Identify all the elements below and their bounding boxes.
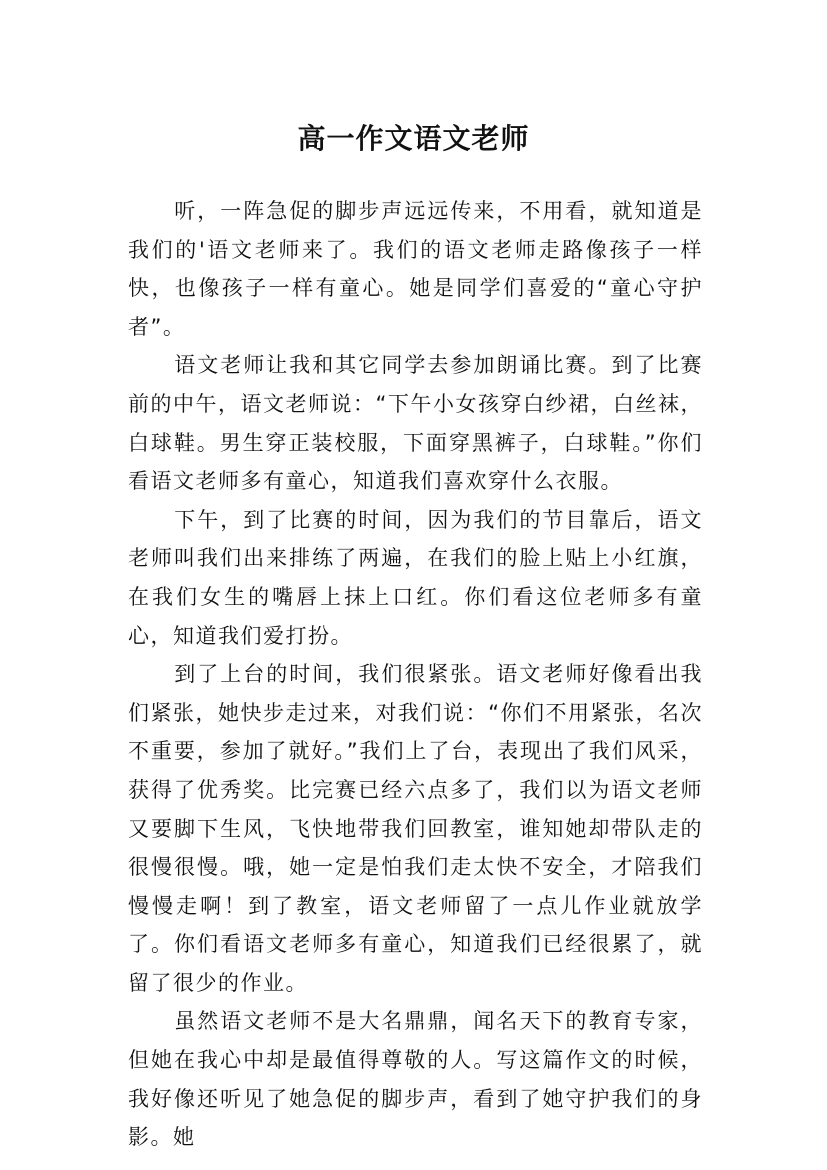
document-title: 高一作文语文老师 [297, 121, 530, 155]
paragraph: 听，一阵急促的脚步声远远传来，不用看，就知道是我们的'语文老师来了。我们的语文老师走路像孩子一样快，也像孩子一样有童心。她是同学们喜爱的“童心守护者”。 [128, 199, 703, 339]
paragraph: 到了上台的时间，我们很紧张。语文老师好像看出我们紧张，她快步走过来，对我们说：“你们不用紧张，名次不重要，参加了就好。”我们上了台，表现出了我们风采，获得了优秀奖。比完赛已经六点多了，我们以为语文老师又要脚下生风，飞快地带我们回教室，谁知她却带队走的很慢很慢。哦，她一定是怕我们走太快不安全，才陪我们慢慢走啊！到了教室，语文老师留了一点儿作业就放学了。你们看语文老师多有童心，知道我们已经很累了，就留了很少的作业。 [128, 662, 703, 995]
paragraph: 语文老师让我和其它同学去参加朗诵比赛。到了比赛前的中午，语文老师说：“下午小女孩穿白纱裙，白丝袜，白球鞋。男生穿正装校服，下面穿黑裤子，白球鞋。”你们看语文老师多有童心，知道我们喜欢穿什么衣服。 [128, 353, 703, 494]
paragraph: 虽然语文老师不是大名鼎鼎，闻名天下的教育专家，但她在我心中却是最值得尊敬的人。写这篇作文的时候，我好像还听见了她急促的脚步声，看到了她守护我们的身影。她 [128, 1009, 703, 1150]
document-body [128, 192, 703, 1157]
paragraph: 下午，到了比赛的时间，因为我们的节目靠后，语文老师叫我们出来排练了两遍，在我们的脸上贴上小红旗，在我们女生的嘴唇上抹上口红。你们看这位老师多有童心，知道我们爱打扮。 [128, 507, 703, 648]
